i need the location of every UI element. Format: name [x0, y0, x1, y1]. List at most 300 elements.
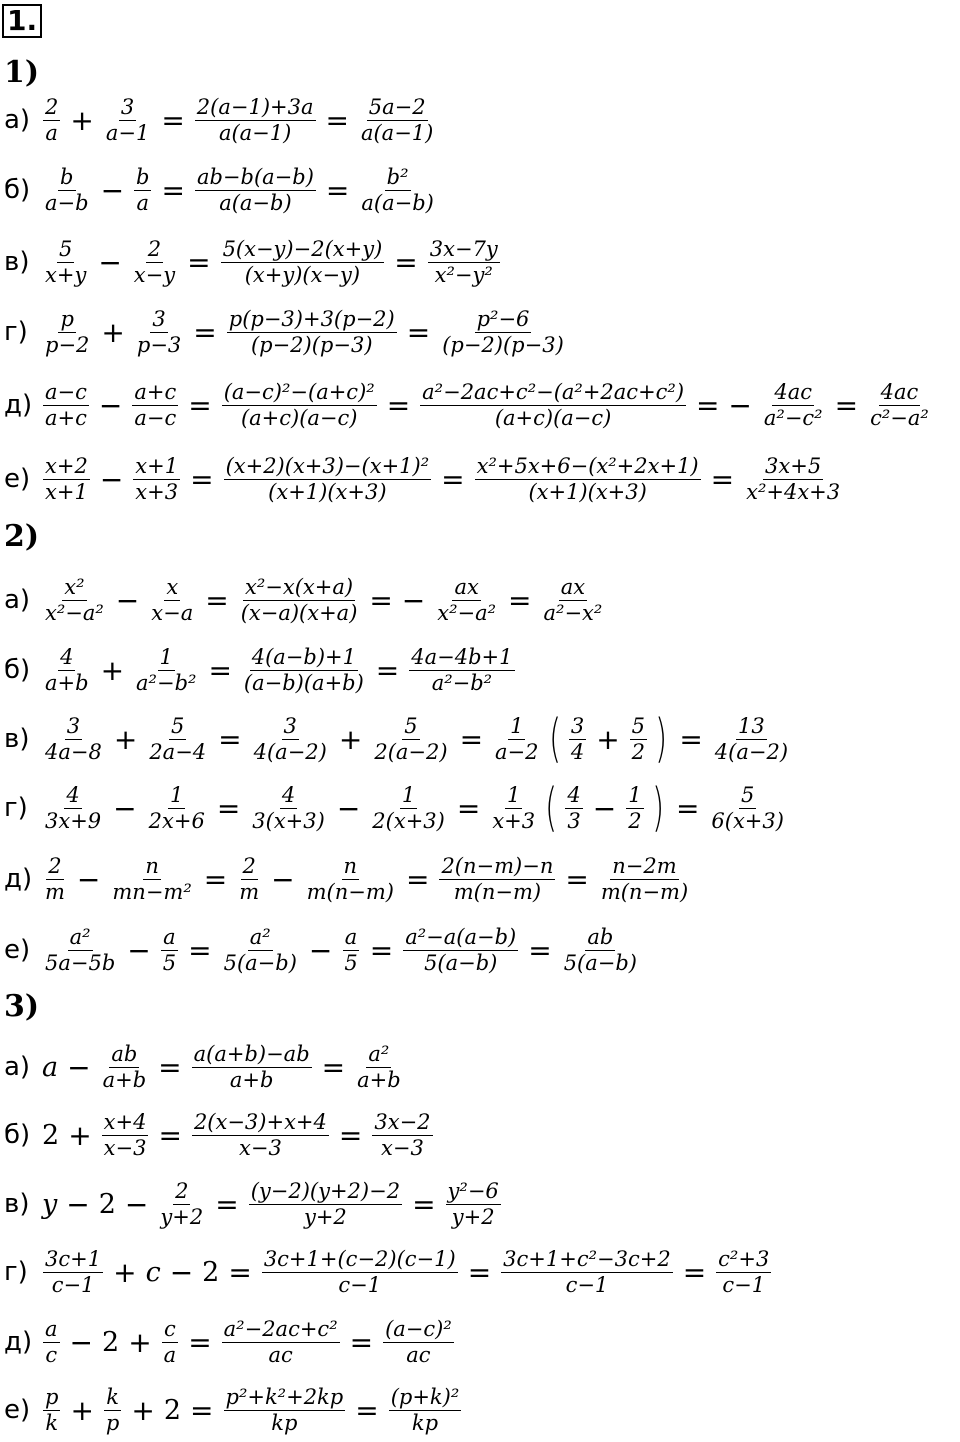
operator: −	[98, 388, 123, 422]
item-label: д)	[4, 1327, 33, 1357]
numerator: 5a−2	[368, 94, 426, 119]
operator: +	[100, 653, 125, 687]
equation-row	[4, 373, 934, 437]
numerator: 2	[48, 853, 62, 878]
numerator: 3x−2	[374, 1109, 431, 1134]
fraction	[439, 854, 555, 905]
fraction	[104, 1385, 121, 1436]
denominator: 6(x+3)	[711, 808, 784, 833]
operator: =	[456, 791, 481, 825]
section-title: 3)	[4, 989, 40, 1024]
denominator: ac	[268, 1342, 293, 1367]
fraction	[149, 575, 195, 626]
equation-row	[4, 776, 789, 840]
fraction	[565, 783, 582, 834]
section-title: 1)	[4, 55, 40, 90]
denominator: c−1	[722, 1272, 766, 1297]
numerator: a	[163, 924, 176, 949]
numerator: c	[164, 1316, 176, 1341]
item-label: в)	[4, 247, 30, 277]
fraction	[709, 783, 786, 834]
parenthesis: (	[548, 709, 561, 769]
numerator: 13	[738, 713, 765, 738]
numerator: a²−a(a−b)	[405, 924, 517, 949]
denominator: a+b	[357, 1067, 401, 1092]
operator: −	[124, 1187, 149, 1221]
fraction	[195, 165, 316, 216]
operator: =	[161, 103, 185, 137]
numerator: 4	[60, 644, 74, 669]
item-label: в)	[4, 724, 30, 754]
numerator: x²+5x+6−(x²+2x+1)	[476, 453, 699, 478]
numerator: 4a−4b+1	[411, 644, 513, 669]
denominator: a+b	[45, 670, 89, 695]
denominator: y+2	[160, 1204, 204, 1229]
operator: =	[190, 1393, 214, 1427]
denominator: m(n−m)	[600, 879, 689, 904]
fraction	[542, 575, 605, 626]
numerator: (a−c)²−(a+c)²	[223, 379, 375, 404]
term: 2	[163, 1394, 182, 1426]
denominator: 2a−4	[149, 739, 207, 764]
numerator: (a−c)²	[385, 1316, 452, 1341]
section-title: 2)	[4, 519, 40, 554]
fraction	[252, 714, 329, 765]
fraction	[132, 380, 178, 431]
item-label: а)	[4, 585, 31, 615]
numerator: b	[60, 164, 74, 189]
fraction	[221, 237, 385, 288]
fraction	[409, 645, 514, 696]
numerator: 3	[120, 94, 135, 119]
fraction	[359, 165, 435, 216]
numerator: 3	[283, 713, 297, 738]
operator: =	[216, 791, 241, 825]
fraction	[104, 95, 151, 146]
numerator: x²−x(x+a)	[245, 574, 354, 599]
denominator: a(a−1)	[360, 120, 434, 145]
operator: =	[679, 722, 703, 756]
operator: =	[188, 1325, 212, 1359]
denominator: k	[45, 1410, 59, 1435]
numerator: 4ac	[774, 379, 813, 404]
denominator: a²−b²	[136, 670, 197, 695]
fraction	[440, 307, 566, 358]
numerator: 2	[45, 94, 59, 119]
denominator: 3(x+3)	[252, 808, 325, 833]
fraction	[43, 1385, 60, 1436]
fraction	[147, 714, 208, 765]
operator: =	[203, 862, 228, 896]
denominator: 5(a−b)	[223, 950, 297, 975]
numerator: 1	[510, 713, 524, 738]
denominator: 5(a−b)	[563, 950, 637, 975]
fraction	[262, 1247, 458, 1298]
denominator: (a+c)(a−c)	[494, 405, 612, 430]
equation-row	[4, 1172, 504, 1236]
operator: =	[188, 933, 212, 967]
operator: −	[115, 583, 140, 617]
denominator: a−1	[105, 120, 150, 145]
denominator: (a+c)(a−c)	[240, 405, 358, 430]
item-label: б)	[4, 655, 31, 685]
operator: =	[710, 462, 735, 496]
term: a	[42, 1051, 59, 1083]
fraction	[562, 925, 639, 976]
numerator: 5	[740, 782, 755, 807]
fraction	[355, 1042, 403, 1093]
denominator: a	[163, 1342, 177, 1367]
denominator: a−b	[45, 190, 89, 215]
denominator: 3	[567, 808, 581, 833]
denominator: a−2	[495, 739, 539, 764]
denominator: y+2	[303, 1204, 347, 1229]
denominator: 3x+9	[45, 808, 102, 833]
denominator: x+1	[45, 479, 88, 504]
operator: −	[592, 791, 617, 825]
fraction	[133, 454, 180, 505]
fraction	[134, 165, 151, 216]
numerator: ab−b(a−b)	[196, 164, 314, 189]
denominator: c−1	[565, 1272, 609, 1297]
denominator: c−1	[338, 1272, 382, 1297]
term: 2	[42, 1119, 60, 1151]
numerator: p	[60, 306, 74, 331]
operator: +	[128, 1325, 152, 1359]
equation-row	[4, 918, 642, 982]
operator: +	[70, 103, 94, 137]
denominator: m	[45, 879, 65, 904]
numerator: 1	[170, 782, 184, 807]
operator: +	[338, 722, 363, 756]
numerator: 2	[147, 236, 162, 261]
denominator: 5(a−b)	[424, 950, 498, 975]
numerator: p(p−3)+3(p−2)	[228, 306, 395, 331]
operator: +	[68, 1118, 92, 1152]
fraction	[249, 1179, 402, 1230]
operator: −	[99, 462, 124, 496]
fraction	[493, 714, 540, 765]
operator: −	[69, 1325, 93, 1359]
numerator: 4	[281, 782, 296, 807]
denominator: 2(a−2)	[374, 739, 448, 764]
fraction	[599, 854, 690, 905]
fraction	[744, 454, 842, 505]
denominator: mn−m²	[112, 879, 192, 904]
operator: +	[131, 1393, 155, 1427]
numerator: a−c	[45, 379, 87, 404]
operator: =	[459, 722, 484, 756]
numerator: 4	[567, 782, 581, 807]
operator: =	[565, 862, 589, 896]
fraction	[227, 307, 397, 358]
operator: =	[412, 1187, 436, 1221]
operator: =	[187, 245, 211, 279]
operator: =	[190, 462, 214, 496]
denominator: a	[45, 120, 58, 145]
operator: −	[336, 791, 361, 825]
denominator: a²−b²	[431, 670, 493, 695]
denominator: a²−c²	[763, 405, 823, 430]
item-label: е)	[4, 1395, 31, 1425]
numerator: 1	[401, 782, 416, 807]
item-label: а)	[4, 105, 31, 135]
operator: =	[405, 862, 430, 896]
numerator: b²	[386, 164, 409, 189]
fraction	[372, 1110, 432, 1161]
operator: =	[205, 583, 229, 617]
denominator: a(a−b)	[361, 190, 434, 215]
numerator: a²−2ac+c²	[223, 1316, 338, 1341]
equation-row	[4, 230, 503, 294]
equation-row	[4, 568, 607, 632]
item-label: д)	[4, 864, 33, 894]
operator: =	[675, 791, 700, 825]
fraction	[43, 783, 103, 834]
denominator: x²−a²	[437, 600, 497, 625]
fraction	[446, 1179, 501, 1230]
denominator: x−3	[239, 1135, 282, 1160]
denominator: (a−b)(a+b)	[243, 670, 364, 695]
numerator: a²	[368, 1041, 390, 1066]
operator: =	[325, 103, 349, 137]
numerator: b	[136, 164, 150, 189]
numerator: 5	[404, 713, 418, 738]
numerator: 5(x−y)−2(x+y)	[222, 236, 383, 261]
denominator: c²−a²	[870, 405, 929, 430]
denominator: m(n−m)	[453, 879, 542, 904]
denominator: a+c	[45, 405, 87, 430]
denominator: 4(a−2)	[253, 739, 327, 764]
operator: =	[386, 388, 411, 422]
fraction	[192, 1110, 329, 1161]
numerator: 2	[242, 853, 256, 878]
denominator: (x+1)(x+3)	[528, 479, 647, 504]
operator: =	[349, 1325, 374, 1359]
item-label: д)	[4, 390, 33, 420]
operator: =	[158, 1050, 182, 1084]
operator: =	[406, 315, 431, 349]
fraction	[147, 783, 207, 834]
fraction	[403, 925, 518, 976]
fraction	[372, 714, 449, 765]
equation-row	[4, 1035, 406, 1099]
operator: =	[394, 245, 418, 279]
denominator: 4(a−2)	[714, 739, 789, 764]
fraction	[43, 307, 91, 358]
task-number: 1.	[2, 4, 42, 38]
numerator: p²+k²+2kp	[225, 1384, 344, 1409]
numerator: x+1	[135, 453, 179, 478]
operator: =	[369, 933, 394, 967]
denominator: (x+y)(x−y)	[244, 262, 361, 287]
denominator: a(a−1)	[218, 120, 292, 145]
denominator: x+3	[492, 808, 536, 833]
denominator: ac	[406, 1342, 431, 1367]
numerator: 1	[507, 782, 521, 807]
denominator: m(n−m)	[306, 879, 394, 904]
operator: =	[355, 1393, 379, 1427]
numerator: ax	[454, 574, 479, 599]
numerator: p	[45, 1384, 59, 1409]
operator: =	[188, 388, 212, 422]
fraction	[716, 1247, 771, 1298]
denominator: a(a−b)	[219, 190, 292, 215]
operator: +	[596, 722, 620, 756]
equation-row	[4, 447, 845, 511]
numerator: 3	[152, 306, 166, 331]
operator: −	[67, 1050, 91, 1084]
numerator: 3x+5	[765, 453, 822, 478]
term: 2	[102, 1326, 120, 1358]
fraction	[569, 714, 586, 765]
operator: =	[508, 583, 532, 617]
numerator: ax	[560, 574, 586, 599]
item-label: е)	[4, 935, 31, 965]
parenthesis: )	[651, 778, 664, 838]
numerator: 3	[66, 713, 81, 738]
numerator: 2(n−m)−n	[441, 853, 554, 878]
denominator: a−c	[134, 405, 177, 430]
fraction	[135, 307, 183, 358]
numerator: 4	[66, 782, 80, 807]
fraction	[158, 1179, 205, 1230]
item-label: б)	[4, 1120, 31, 1150]
fraction	[435, 575, 498, 626]
operator: =	[682, 1255, 707, 1289]
term: y	[42, 1188, 58, 1220]
fraction	[43, 454, 90, 505]
fraction	[630, 714, 647, 765]
numerator: 2	[175, 1178, 189, 1203]
numerator: 3c+1+(c−2)(c−1)	[263, 1246, 456, 1271]
fraction	[222, 1317, 340, 1368]
operator: −	[100, 173, 125, 207]
numerator: 2(x−3)+x+4	[193, 1109, 327, 1134]
operator: =	[528, 933, 552, 967]
fraction	[43, 95, 60, 146]
fraction	[134, 645, 198, 696]
numerator: y²−6	[447, 1178, 499, 1203]
numerator: x²	[64, 574, 85, 599]
fraction	[110, 854, 193, 905]
operator: = −	[696, 388, 752, 422]
denominator: 2(x+3)	[372, 808, 445, 833]
denominator: kp	[411, 1410, 439, 1435]
numerator: ab	[587, 924, 614, 949]
denominator: c−1	[51, 1272, 95, 1297]
denominator: 2	[631, 739, 646, 764]
numerator: a²	[69, 924, 91, 949]
denominator: (x−a)(x+a)	[240, 600, 358, 625]
numerator: p²−6	[476, 306, 530, 331]
fraction	[224, 454, 432, 505]
denominator: x²−y²	[434, 262, 493, 287]
term: c	[145, 1256, 161, 1288]
operator: =	[467, 1255, 492, 1289]
equation-row	[4, 638, 518, 702]
numerator: (y−2)(y+2)−2	[250, 1178, 401, 1203]
operator: −	[271, 862, 295, 896]
operator: −	[113, 791, 137, 825]
fraction	[192, 1042, 312, 1093]
denominator: 5a−5b	[45, 950, 116, 975]
numerator: 4(a−b)+1	[251, 644, 356, 669]
numerator: ab	[111, 1041, 138, 1066]
numerator: 5	[171, 713, 185, 738]
denominator: a	[136, 190, 150, 215]
numerator: 1	[628, 782, 642, 807]
fraction	[428, 237, 500, 288]
denominator: x−3	[381, 1135, 424, 1160]
operator: =	[325, 173, 350, 207]
fraction	[490, 783, 537, 834]
numerator: a+c	[134, 379, 177, 404]
operator: =	[228, 1255, 252, 1289]
equation-row	[4, 158, 439, 222]
operator: −	[76, 862, 101, 896]
numerator: x+2	[45, 453, 88, 478]
fraction	[222, 925, 299, 976]
denominator: m	[239, 879, 260, 904]
numerator: c²+3	[718, 1246, 770, 1271]
denominator: x−a	[151, 600, 194, 625]
item-label: а)	[4, 1052, 31, 1082]
denominator: c	[45, 1342, 58, 1367]
parenthesis: )	[655, 709, 668, 769]
numerator: n	[343, 853, 358, 878]
operator: +	[101, 315, 125, 349]
fraction	[237, 854, 261, 905]
operator: −	[308, 933, 333, 967]
denominator: y+2	[451, 1204, 495, 1229]
fraction	[762, 380, 825, 431]
equation-row	[4, 707, 793, 771]
fraction	[102, 1110, 149, 1161]
fraction	[626, 783, 643, 834]
operator: −	[66, 1187, 90, 1221]
operator: = −	[369, 583, 426, 617]
fraction	[713, 714, 790, 765]
denominator: kp	[271, 1410, 298, 1435]
denominator: p−2	[45, 332, 90, 357]
item-label: г)	[4, 793, 28, 823]
fraction	[43, 380, 89, 431]
operator: =	[375, 653, 400, 687]
denominator: x+3	[135, 479, 179, 504]
denominator: 2	[628, 808, 642, 833]
parenthesis: (	[545, 778, 558, 838]
operator: =	[338, 1118, 363, 1152]
denominator: a²−x²	[543, 600, 603, 625]
operator: +	[113, 1255, 137, 1289]
numerator: 2(a−1)+3a	[196, 94, 314, 119]
fraction	[501, 1247, 673, 1298]
operator: =	[834, 388, 859, 422]
denominator: x+y	[45, 262, 87, 287]
numerator: 5	[58, 236, 73, 261]
numerator: 3	[570, 713, 585, 738]
fraction	[161, 925, 178, 976]
fraction	[342, 925, 359, 976]
operator: =	[218, 722, 242, 756]
fraction	[101, 1042, 149, 1093]
equation-row	[4, 1240, 774, 1304]
fraction	[370, 783, 447, 834]
operator: +	[113, 722, 138, 756]
fraction	[43, 1317, 60, 1368]
fraction	[43, 714, 104, 765]
